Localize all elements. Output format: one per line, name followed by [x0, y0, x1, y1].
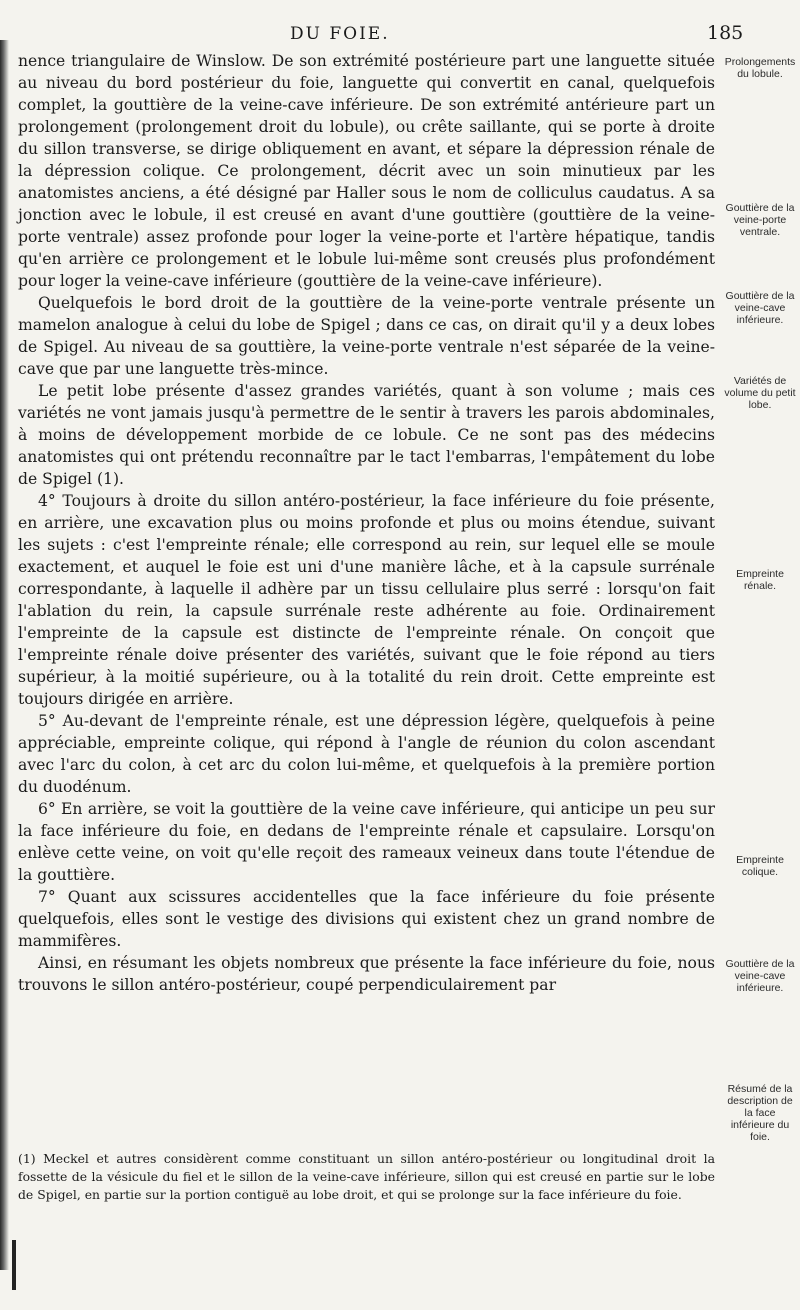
- margin-note-empreinte-renale: Empreinte rénale.: [736, 568, 784, 592]
- paragraph-2: Quelquefois le bord droit de la gouttière de la veine-porte ventrale présente un mamelon analogue à celui du lobe de Spigel ; dans ce cas, on dirait qu'il y a deux lobes de Spigel. Au niveau de sa gouttière, la veine-porte ventrale n'est séparée de la veine-cave que par une languette très-mince.: [18, 294, 715, 378]
- paragraph-5: 5° Au-devant de l'empreinte rénale, est une dépression légère, quelquefois à peine appréciable, empreinte colique, qui répond à l'angle de réunion du colon ascendant avec l'arc du colon, à cet arc du colon lui-même, et quelquefois à la première portion du duodénum.: [18, 712, 715, 796]
- page-edge-mark: [12, 1240, 16, 1290]
- binding-shadow: [0, 40, 9, 1270]
- paragraph-3: Le petit lobe présente d'assez grandes variétés, quant à son volume ; mais ces variétés ne vont jamais jusqu'à permettre de le sentir à travers les parois abdominales, à moins de développement morbide de ce lobule. Ce ne sont pas des médecins anatomistes qui ont prétendu reconnaître par le tact l'embarras, l'empâtement du lobe de Spigel (1).: [18, 382, 715, 488]
- margin-note-empreinte-colique: Empreinte colique.: [736, 854, 784, 878]
- margin-note-resume: Résumé de la description de la face inférieure du foie.: [727, 1083, 793, 1143]
- paragraph-4: 4° Toujours à droite du sillon antéro-postérieur, la face inférieure du foie présente, en arrière, une excavation plus ou moins profonde et plus ou moins étendue, suivant les sujets : c'est l'empreinte rénale; elle correspond au rein, sur lequel elle se moule exactement, et auquel le foie est uni d'une manière lâche, et à la capsule surrénale correspondante, à laquelle il adhère par un tissu cellulaire plus serré : lorsqu'on fait l'ablation du rein, la capsule surrénale reste adhérente au foie. Ordinairement l'empreinte de la capsule est distincte de l'empreinte rénale. On conçoit que l'empreinte rénale doive présenter des variétés, suivant que le foie répond au tiers supérieur, à la moitié supérieure, ou à la totalité du rein droit. Cette empreinte est toujours dirigée en arrière.: [18, 492, 715, 708]
- margin-note-gouttiere-veine-cave-2: Gouttière de la veine-cave inférieure.: [725, 958, 795, 994]
- paragraph-1: nence triangulaire de Winslow. De son extrémité postérieure part une languette située au niveau du bord postérieur du foie, languette qui convertit en canal, quelquefois complet, la gouttière de la veine-cave inférieure. De son extrémité antérieure part un prolongement (prolongement droit du lobule), ou crête saillante, qui se porte à droite du sillon transverse, se dirige obliquement en avant, et sépare la dépression rénale de la dépression colique. Ce prolongement, décrit avec un soin minutieux par les anatomistes anciens, a été désigné par Haller sous le nom de colliculus caudatus. A sa jonction avec le lobule, il est creusé en avant d'une gouttière (gouttière de la veine-porte ventrale) assez profonde pour loger la veine-porte et l'artère hépatique, tandis qu'en arrière ce prolongement et le lobule lui-même sont creusés plus profondément pour loger la veine-cave inférieure (gouttière de la veine-cave inférieure).: [18, 52, 715, 290]
- footnote: (1) Meckel et autres considèrent comme constituant un sillon antéro-postérieur ou longitudinal droit la fossette de la vésicule du fiel et le sillon de la veine-cave inférieure, sillon qui est creusé en partie sur le lobe de Spigel, en partie sur la portion contiguë au lobe droit, et qui se prolonge sur la face inférieure du foie.: [18, 1151, 715, 1202]
- margin-note-prolongements: Prolongements du lobule.: [724, 56, 796, 80]
- paragraph-8: Ainsi, en résumant les objets nombreux que présente la face inférieure du foie, nous trouvons le sillon antéro-postérieur, coupé perpendiculairement par: [18, 954, 715, 994]
- paragraph-7: 7° Quant aux scissures accidentelles que la face inférieure du foie présente quelquefois, elles sont le vestige des divisions qui existent chez un grand nombre de mammifères.: [18, 888, 715, 950]
- body-text: [18, 50, 715, 996]
- page-number: 185: [707, 22, 744, 44]
- paragraph-6: 6° En arrière, se voit la gouttière de la veine cave inférieure, qui anticipe un peu sur la face inférieure du foie, en dedans de l'empreinte rénale et capsulaire. Lorsqu'on enlève cette veine, on voit qu'elle reçoit des rameaux veineux dans toute l'étendue de la gouttière.: [18, 800, 715, 884]
- margin-note-varietes: Variétés de volume du petit lobe.: [724, 375, 796, 411]
- margin-note-gouttiere-veine-cave: Gouttière de la veine-cave inférieure.: [725, 290, 795, 326]
- margin-note-gouttiere-veine-porte: Gouttière de la veine-porte ventrale.: [725, 202, 795, 238]
- footnote-area: [18, 1150, 715, 1204]
- running-head: DU FOIE.: [290, 24, 390, 44]
